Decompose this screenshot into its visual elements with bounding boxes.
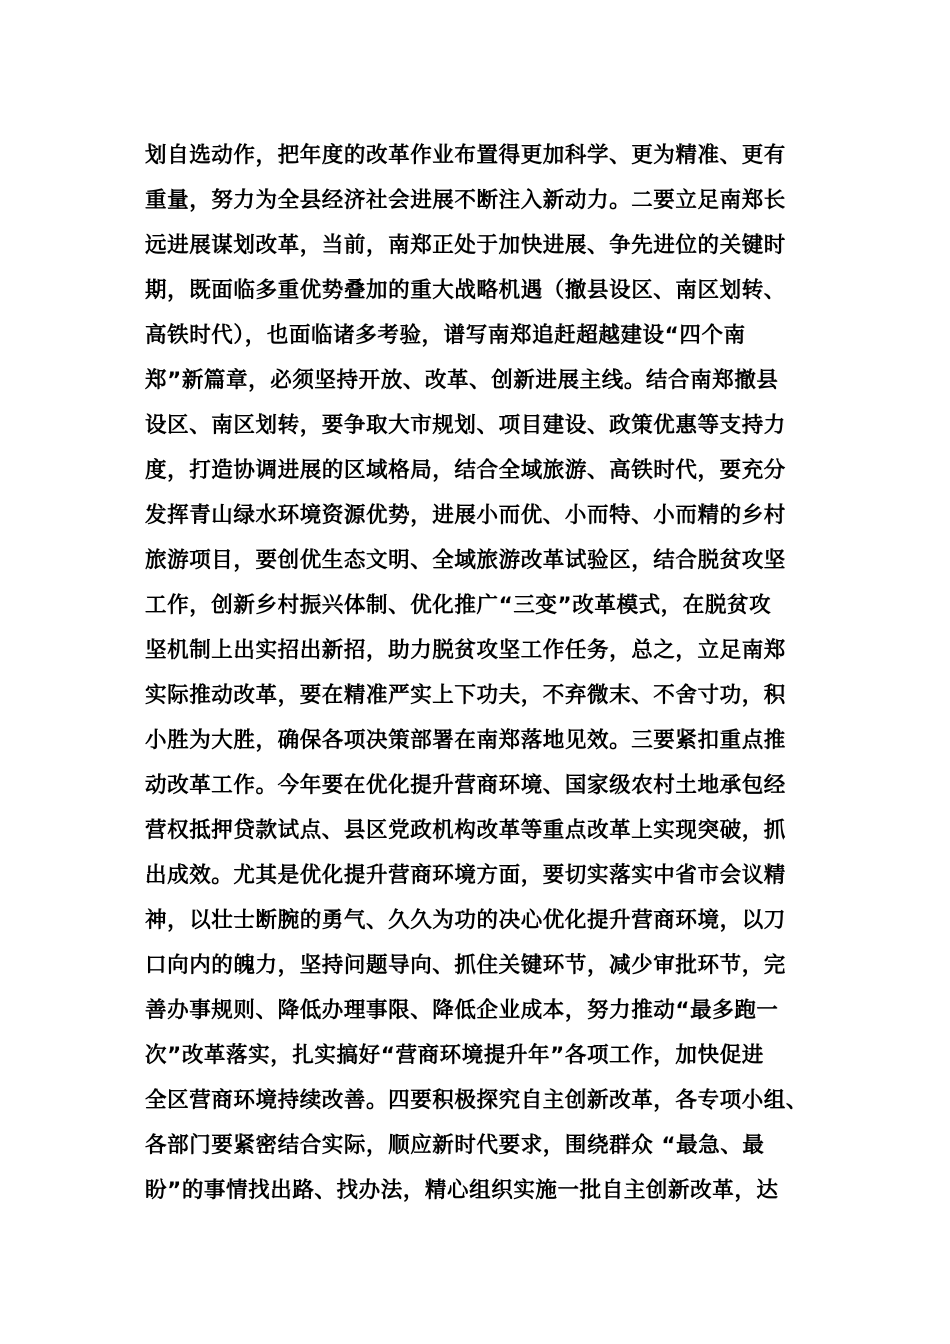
text-line: 郑”新篇章，必须坚持开放、改革、创新进展主线。结合南郑撤县	[145, 368, 779, 393]
text-line: 神，以壮士断腕的勇气、久久为功的决心优化提升营商环境，以刀	[145, 908, 786, 933]
text-line: 营权抵押贷款试点、县区党政机构改革等重点改革上实现突破，抓	[145, 818, 786, 843]
text-line: 各部门要紧密结合实际，顺应新时代要求，围绕群众 “最急、最	[145, 1133, 765, 1158]
text-line: 善办事规则、降低办理事限、降低企业成本，努力推动“最多跑一	[145, 998, 779, 1023]
text-line: 实际推动改革，要在精准严实上下功夫，不弃微末、不舍寸功，积	[145, 683, 786, 708]
text-line: 设区、南区划转，要争取大市规划、项目建设、政策优惠等支持力	[145, 413, 786, 438]
text-line: 工作，创新乡村振兴体制、优化推广“三变”改革模式，在脱贫攻	[145, 593, 772, 618]
text-line: 度，打造协调进展的区域格局，结合全域旅游、高铁时代，要充分	[145, 458, 786, 483]
text-line: 出成效。尤其是优化提升营商环境方面，要切实落实中省市会议精	[145, 863, 786, 888]
text-line: 期，既面临多重优势叠加的重大战略机遇（撤县设区、南区划转、	[145, 278, 786, 303]
text-line: 重量，努力为全县经济社会进展不断注入新动力。二要立足南郑长	[145, 188, 786, 213]
text-line: 动改革工作。今年要在优化提升营商环境、国家级农村土地承包经	[145, 773, 786, 798]
text-line: 发挥青山绿水环境资源优势，进展小而优、小而特、小而精的乡村	[145, 503, 786, 528]
text-line: 盼”的事情找出路、找办法，精心组织实施一批自主创新改革，达	[145, 1178, 779, 1203]
text-line: 次”改革落实，扎实搞好“营商环境提升年”各项工作，加快促进	[145, 1043, 764, 1068]
text-line: 坚机制上出实招出新招，助力脱贫攻坚工作任务，总之，立足南郑	[145, 638, 786, 663]
text-line: 口向内的魄力，坚持问题导向、抓住关键环节，减少审批环节，完	[145, 953, 786, 978]
text-line: 高铁时代），也面临诸多考验，谱写南郑追赶超越建设“四个南	[145, 323, 746, 348]
text-line: 远进展谋划改革，当前，南郑正处于加快进展、争先进位的关键时	[145, 233, 786, 258]
text-line: 小胜为大胜，确保各项决策部署在南郑落地见效。三要紧扣重点推	[145, 728, 786, 753]
text-line: 划自选动作，把年度的改革作业布置得更加科学、更为精准、更有	[145, 143, 786, 168]
text-line: 旅游项目，要创优生态文明、全域旅游改革试验区，结合脱贫攻坚	[145, 548, 786, 573]
text-line: 全区营商环境持续改善。四要积极探究自主创新改革，各专项小组、	[145, 1088, 809, 1113]
